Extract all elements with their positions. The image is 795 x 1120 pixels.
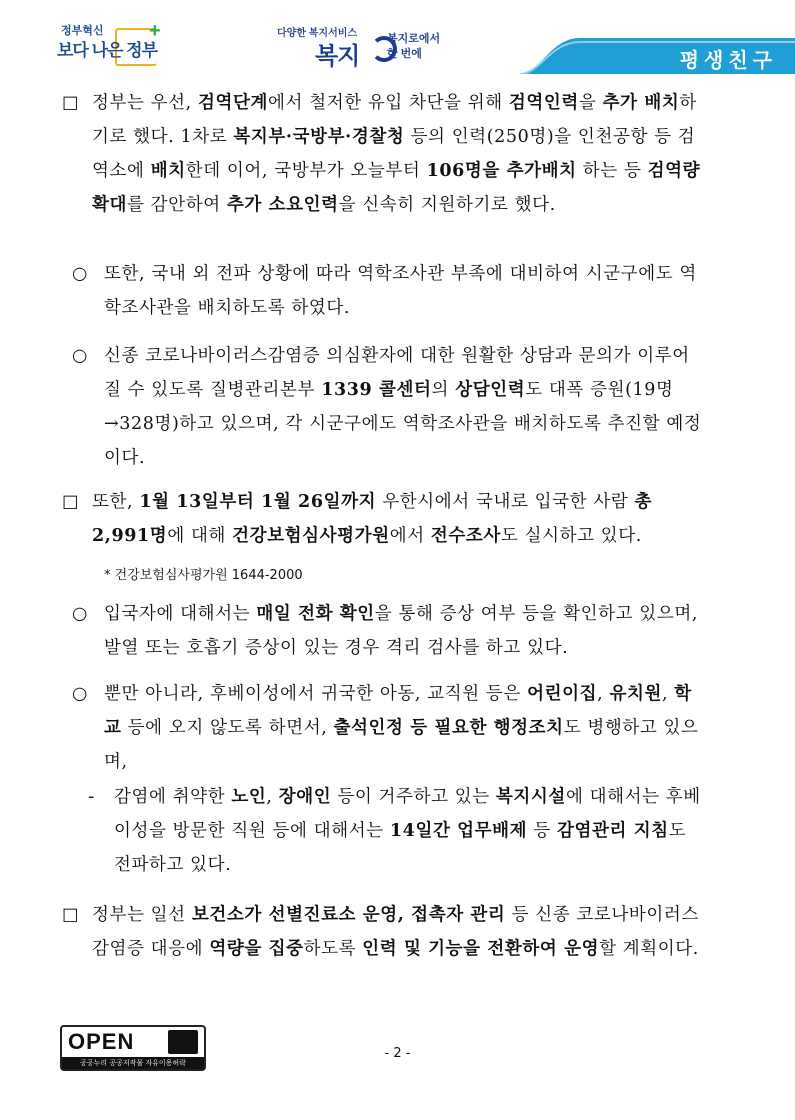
paragraph-marker: ○ bbox=[72, 346, 88, 366]
paragraph-marker: □ bbox=[62, 905, 80, 925]
bokji-right-line2: 한 번에 bbox=[387, 48, 422, 60]
bold-phrase: 역량을 집중 bbox=[209, 939, 304, 959]
text-run: 등이 거주하고 있는 bbox=[331, 787, 496, 807]
text-run: 을 신속히 지원하기로 했다. bbox=[338, 195, 556, 215]
text-run: 감염에 취약한 bbox=[114, 787, 232, 807]
paragraph bbox=[72, 677, 705, 779]
paragraph-text bbox=[62, 898, 707, 966]
paragraph bbox=[72, 339, 705, 475]
page-number: - 2 - bbox=[384, 1046, 411, 1061]
text-run: 정부는 일선 bbox=[92, 905, 192, 925]
text-run: 도 전파하고 있다. bbox=[114, 821, 687, 875]
text-run: 한데 이어, 국방부가 오늘부터 bbox=[185, 161, 427, 181]
text-run: 등의 인력(250명)을 인천공항 등 검역소에 bbox=[92, 127, 696, 181]
paragraph-text bbox=[62, 485, 707, 553]
paragraph-text bbox=[72, 339, 705, 475]
paragraph bbox=[72, 257, 705, 325]
bold-phrase: 어린이집 bbox=[527, 684, 598, 704]
text-run: 에 대해서는 후베이성을 방문한 직원 등에 대해서는 bbox=[114, 787, 701, 841]
bokji-big-text: 복지 bbox=[315, 43, 360, 70]
paragraph-text bbox=[88, 780, 705, 882]
bold-phrase: 학교 bbox=[104, 684, 692, 738]
text-run: 입국자에 대해서는 bbox=[104, 604, 257, 624]
banner-title: 평생친구 bbox=[679, 50, 777, 72]
text-run: 하는 등 bbox=[576, 161, 648, 181]
text-run: , bbox=[266, 787, 279, 807]
bold-phrase: 106명을 추가배치 bbox=[426, 161, 577, 181]
paragraph-text bbox=[72, 257, 705, 325]
bold-phrase: 건강보험심사평가원 bbox=[232, 526, 390, 546]
text-run: 에서 철저한 유입 차단을 위해 bbox=[268, 93, 509, 113]
open-badge-top bbox=[62, 1027, 204, 1057]
open-license-badge bbox=[60, 1025, 206, 1071]
government-innovation-logo bbox=[55, 20, 175, 68]
bold-phrase: 검역단계 bbox=[198, 93, 269, 113]
paragraph bbox=[88, 780, 705, 882]
paragraph bbox=[62, 86, 707, 222]
bold-phrase: 보건소가 선별진료소 운영, 접촉자 관리 bbox=[191, 905, 506, 925]
bold-phrase: 검역인력 bbox=[508, 93, 579, 113]
text-run: 정부는 우선, bbox=[92, 93, 199, 113]
bold-phrase: 감염관리 지침 bbox=[557, 821, 669, 841]
text-run: 의 bbox=[431, 380, 456, 400]
paragraph-marker: □ bbox=[62, 492, 80, 512]
bold-phrase: 추가 배치 bbox=[602, 93, 680, 113]
bold-phrase: 장애인 bbox=[278, 787, 332, 807]
text-run: 도 병행하고 있으며, bbox=[104, 718, 699, 772]
bold-phrase: 상담인력 bbox=[455, 380, 526, 400]
bold-phrase: 복지시설 bbox=[495, 787, 566, 807]
paragraph-text bbox=[72, 597, 705, 665]
text-run: 뿐만 아니라, 후베이성에서 귀국한 아동, 교직원 등은 bbox=[104, 684, 528, 704]
bold-phrase: 1339 콜센터 bbox=[321, 380, 432, 400]
paragraph-marker: ○ bbox=[72, 684, 88, 704]
paragraph-text bbox=[62, 86, 707, 222]
text-run: 또한, 국내 외 전파 상황에 따라 역학조사관 부족에 대비하여 시군구에도 역학조사관을 배치하도록 하였다. bbox=[104, 264, 697, 318]
text-run: 도 대폭 증원(19명→328명)하고 있으며, 각 시군구에도 역학조사관을 배치하도록 추진할 예정이다. bbox=[104, 380, 702, 468]
gov-logo-small-text: 정부혁신 bbox=[61, 25, 104, 37]
text-run: 하기로 했다. 1차로 bbox=[92, 93, 697, 147]
person-icon bbox=[168, 1030, 198, 1054]
text-run: 우한시에서 국내로 입국한 사람 bbox=[376, 492, 635, 512]
text-run: 할 계획이다. bbox=[599, 939, 699, 959]
gov-logo-big-text bbox=[57, 36, 157, 61]
text-run: 를 감안하여 bbox=[127, 195, 227, 215]
text-run: 을 bbox=[578, 93, 603, 113]
text-run: 하도록 bbox=[303, 939, 363, 959]
text-run: 등 신종 코로나바이러스감염증 대응에 bbox=[92, 905, 699, 959]
bold-phrase: 추가 소요인력 bbox=[226, 195, 339, 215]
plus-icon: + bbox=[149, 20, 161, 42]
footnote: * 건강보험심사평가원 1644-2000 bbox=[104, 568, 303, 583]
bokji-right-line1: 복지로에서 bbox=[387, 33, 441, 45]
open-caption: 공공누리 공공저작물 자유이용허락 bbox=[62, 1057, 204, 1069]
bold-phrase: 검역량 확대 bbox=[92, 161, 701, 215]
bold-phrase: 전수조사 bbox=[430, 526, 501, 546]
bold-phrase: 복지부·국방부·경찰청 bbox=[233, 127, 405, 147]
lifelong-friend-banner bbox=[520, 38, 795, 74]
paragraph-text bbox=[72, 677, 705, 779]
text-run: , bbox=[661, 684, 675, 704]
gov-logo-big-b: 정부 bbox=[126, 41, 158, 60]
page-header bbox=[0, 0, 795, 80]
bold-phrase: 노인 bbox=[231, 787, 267, 807]
text-run: 에 대해 bbox=[167, 526, 233, 546]
bold-phrase: 1월 13일부터 1월 26일까지 bbox=[139, 492, 377, 512]
paragraph bbox=[62, 485, 707, 553]
bold-phrase: 배치 bbox=[150, 161, 186, 181]
bokji-small-text: 다양한 복지서비스 bbox=[277, 28, 358, 39]
bold-phrase: 매일 전화 확인 bbox=[256, 604, 375, 624]
paragraph-marker: ○ bbox=[72, 264, 88, 284]
text-run: 또한, bbox=[92, 492, 140, 512]
paragraph-marker: ○ bbox=[72, 604, 88, 624]
text-run: 등에 오지 않도록 하면서, bbox=[121, 718, 334, 738]
open-label: OPEN bbox=[68, 1029, 135, 1054]
bold-phrase: 14일간 업무배제 bbox=[389, 821, 528, 841]
text-run: 에서 bbox=[389, 526, 431, 546]
text-run: , bbox=[597, 684, 610, 704]
paragraph bbox=[72, 597, 705, 665]
paragraph-marker: - bbox=[88, 787, 95, 807]
text-run: 신종 코로나바이러스감염증 의심환자에 대한 원활한 상담과 문의가 이루어질 수 있도록 질병관리본부 bbox=[104, 346, 690, 400]
bold-phrase: 인력 및 기능을 전환하여 운영 bbox=[362, 939, 600, 959]
gov-logo-big-a: 보다 나은 bbox=[57, 41, 123, 60]
bold-phrase: 출석인정 등 필요한 행정조치 bbox=[333, 718, 564, 738]
text-run: 도 실시하고 있다. bbox=[500, 526, 642, 546]
text-run: 을 통해 증상 여부 등을 확인하고 있으며, 발열 또는 호흡기 증상이 있는 경우 격리 검사를 하고 있다. bbox=[104, 604, 699, 658]
text-run: 등 bbox=[527, 821, 558, 841]
bold-phrase: 유치원 bbox=[609, 684, 662, 704]
bold-phrase: 총 2,991명 bbox=[92, 492, 653, 546]
paragraph-marker: □ bbox=[62, 93, 80, 113]
paragraph bbox=[62, 898, 707, 966]
bokjiro-logo bbox=[275, 24, 455, 68]
